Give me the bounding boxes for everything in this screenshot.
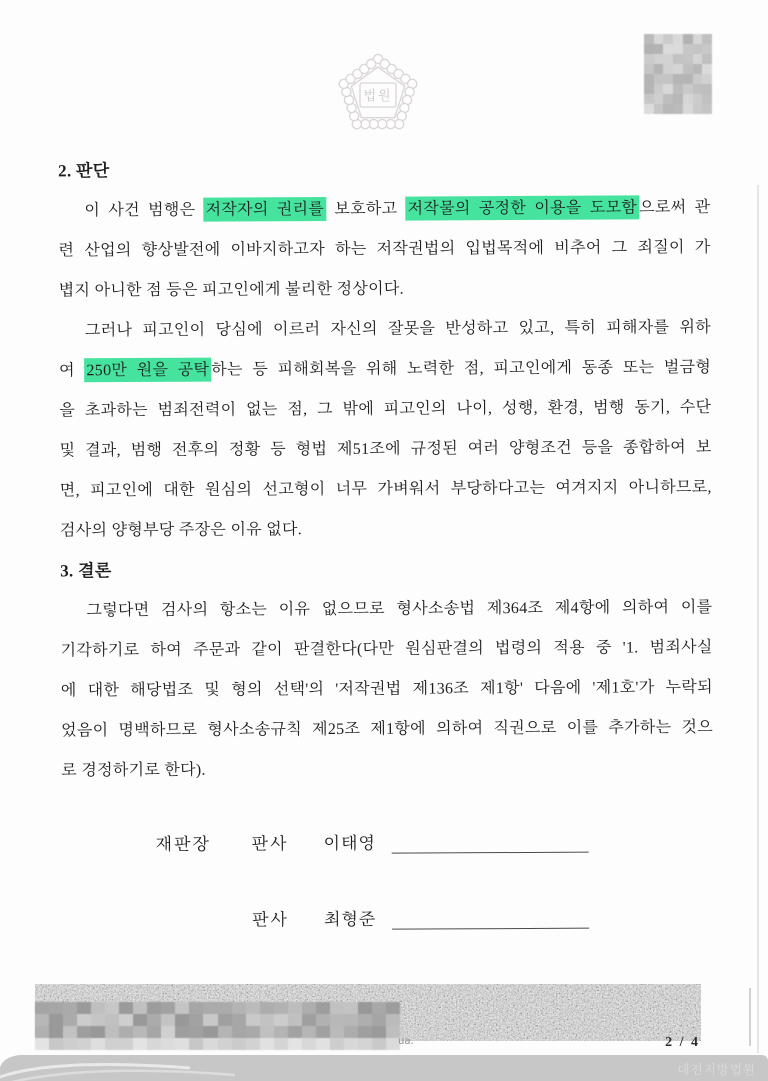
text-line bbox=[60, 468, 712, 511]
mosaic-cell bbox=[175, 1014, 189, 1026]
mosaic-cell bbox=[203, 1014, 217, 1026]
text-line bbox=[61, 668, 713, 711]
judge-name: 최형준 bbox=[323, 909, 377, 930]
mosaic-cell bbox=[673, 104, 683, 114]
mosaic-cell bbox=[105, 1038, 119, 1050]
mosaic-cell bbox=[91, 1014, 105, 1026]
mosaic-cell bbox=[35, 1038, 49, 1050]
mosaic-cell bbox=[673, 74, 683, 84]
text-segment: 을 초과하는 범죄전력이 없는 점, 그 밖에 피고인의 나이, 성행, 환경, 범행 동기, 수단 bbox=[59, 398, 712, 420]
judge-title: 판사 bbox=[251, 910, 289, 930]
mosaic-cell bbox=[654, 84, 664, 94]
text-segment: 련 산업의 향상발전에 이바지하고자 하는 저작권법의 입법목적에 비추어 그 죄질이 가 bbox=[58, 238, 711, 260]
text-segment: 으로써 관 bbox=[639, 198, 711, 217]
mosaic-cell bbox=[189, 1038, 203, 1050]
mosaic-cell bbox=[372, 1002, 386, 1014]
text-line bbox=[60, 588, 712, 631]
censored-block-top-right bbox=[644, 34, 712, 114]
mosaic-cell bbox=[316, 1038, 330, 1050]
mosaic-cell bbox=[189, 1014, 203, 1026]
mosaic-cell bbox=[260, 1014, 274, 1026]
mosaic-cell bbox=[663, 64, 673, 74]
text-segment: 기각하기로 하여 주문과 같이 판결한다(다만 원심판결의 법령의 적용 중 '1. 범죄사실 bbox=[60, 638, 713, 660]
mosaic-cell bbox=[693, 84, 703, 94]
mosaic-cell bbox=[91, 1026, 105, 1038]
mosaic-cell bbox=[702, 74, 712, 84]
text-line bbox=[59, 268, 711, 311]
mosaic-cell bbox=[644, 94, 654, 104]
court-watermark: 대전지방법원 bbox=[677, 1063, 756, 1077]
mosaic-cell bbox=[49, 1026, 63, 1038]
mosaic-cell bbox=[274, 1002, 288, 1014]
mosaic-cell bbox=[119, 1002, 133, 1014]
mosaic-cell bbox=[372, 1014, 386, 1026]
mosaic-cell bbox=[49, 1038, 63, 1050]
judge-title: 판사 bbox=[251, 834, 289, 854]
text-segment: 그렇다면 검사의 항소는 이유 없으므로 형사소송법 제364조 제4항에 의하여 이를 bbox=[86, 598, 713, 620]
mosaic-cell bbox=[344, 1014, 358, 1026]
mosaic-cell bbox=[288, 1014, 302, 1026]
mosaic-cell bbox=[161, 1038, 175, 1050]
mosaic-cell bbox=[702, 64, 712, 74]
text-segment: 하는 등 피해회복을 위해 노력한 점, 피고인에게 동종 또는 벌금형 bbox=[211, 358, 712, 379]
mosaic-cell bbox=[702, 44, 712, 54]
mosaic-cell bbox=[358, 1014, 372, 1026]
mosaic-cell bbox=[372, 1038, 386, 1050]
mosaic-cell bbox=[683, 104, 693, 114]
mosaic-cell bbox=[663, 94, 673, 104]
mosaic-cell bbox=[654, 94, 664, 104]
mosaic-cell bbox=[702, 104, 712, 114]
text-segment: 볍지 아니한 점 등은 피고인에게 불리한 정상이다. bbox=[58, 280, 405, 300]
mosaic-cell bbox=[358, 1026, 372, 1038]
mosaic-cell bbox=[35, 1002, 49, 1014]
mosaic-cell bbox=[35, 1026, 49, 1038]
mosaic-cell bbox=[644, 84, 654, 94]
mosaic-cell bbox=[673, 94, 683, 104]
mosaic-cell bbox=[232, 1026, 246, 1038]
mosaic-cell bbox=[663, 34, 673, 44]
mosaic-cell bbox=[133, 1038, 147, 1050]
text-segment: 및 결과, 범행 전후의 정황 등 형법 제51조에 규정된 여러 양형조건 등을 종합하여 보 bbox=[59, 438, 712, 460]
judge-name: 이태영 bbox=[323, 833, 376, 854]
text-line bbox=[59, 388, 711, 431]
mosaic-cell bbox=[260, 1038, 274, 1050]
text-line bbox=[59, 308, 711, 351]
mosaic-cell bbox=[119, 1014, 133, 1026]
mosaic-cell bbox=[232, 1002, 246, 1014]
mosaic-cell bbox=[77, 1038, 91, 1050]
mosaic-cell bbox=[330, 1038, 344, 1050]
signature-line bbox=[392, 826, 589, 854]
seal-text: 법원 bbox=[363, 88, 393, 103]
mosaic-cell bbox=[302, 1038, 316, 1050]
mosaic-cell bbox=[683, 64, 693, 74]
mosaic-cell bbox=[316, 1014, 330, 1026]
page-number: 2 / 4 bbox=[665, 1035, 700, 1050]
mosaic-cell bbox=[77, 1002, 91, 1014]
mosaic-cell bbox=[358, 1038, 372, 1050]
highlighted-text: 저작자의 권리를 bbox=[203, 197, 326, 222]
censored-mosaic-bottom bbox=[35, 1002, 400, 1050]
mosaic-cell bbox=[161, 1014, 175, 1026]
mosaic-cell bbox=[218, 1026, 232, 1038]
mosaic-cell bbox=[654, 104, 664, 114]
mosaic-cell bbox=[683, 74, 693, 84]
scan-edge-line bbox=[757, 185, 759, 1053]
text-segment: 었음이 명백하므로 형사소송규칙 제25조 제1항에 의하여 직권으로 이를 추가하는 것으 bbox=[60, 718, 714, 740]
mosaic-cell bbox=[133, 1014, 147, 1026]
footer-tiny-text: ua. bbox=[398, 1036, 414, 1047]
mosaic-cell bbox=[302, 1026, 316, 1038]
mosaic-cell bbox=[644, 64, 654, 74]
text-line bbox=[61, 628, 713, 671]
mosaic-cell bbox=[644, 34, 654, 44]
mosaic-cell bbox=[663, 44, 673, 54]
text-segment: 그러나 피고인이 당심에 이르러 자신의 잘못을 반성하고 있고, 특히 피해자를 위하 bbox=[84, 318, 711, 340]
mosaic-cell bbox=[702, 84, 712, 94]
mosaic-cell bbox=[203, 1038, 217, 1050]
text-line bbox=[60, 508, 712, 551]
mosaic-cell bbox=[91, 1038, 105, 1050]
text-segment: 에 대한 해당법조 및 형의 선택'의 '저작권법 제136조 제1항' 다음에 '제1호'가 누락되 bbox=[60, 678, 713, 700]
text-segment: 검사의 양형부당 주장은 이유 없다. bbox=[59, 521, 303, 540]
mosaic-cell bbox=[189, 1002, 203, 1014]
mosaic-cell bbox=[693, 94, 703, 104]
mosaic-cell bbox=[644, 104, 654, 114]
mosaic-cell bbox=[133, 1026, 147, 1038]
mosaic-cell bbox=[344, 1038, 358, 1050]
highlighted-text: 저작물의 공정한 이용을 도모함 bbox=[406, 195, 640, 220]
mosaic-cell bbox=[673, 54, 683, 64]
mosaic-cell bbox=[189, 1026, 203, 1038]
mosaic-cell bbox=[147, 1038, 161, 1050]
signature-line bbox=[392, 902, 589, 930]
text-line bbox=[61, 748, 713, 791]
mosaic-cell bbox=[683, 44, 693, 54]
mosaic-cell bbox=[673, 64, 683, 74]
mosaic-cell bbox=[654, 64, 664, 74]
text-line bbox=[59, 348, 711, 391]
mosaic-cell bbox=[218, 1014, 232, 1026]
mosaic-cell bbox=[663, 74, 673, 84]
section-heading: 2. 판단 bbox=[58, 161, 110, 181]
mosaic-cell bbox=[693, 64, 703, 74]
mosaic-cell bbox=[49, 1002, 63, 1014]
signature-row bbox=[156, 894, 714, 931]
mosaic-cell bbox=[330, 1014, 344, 1026]
mosaic-cell bbox=[105, 1026, 119, 1038]
mosaic-cell bbox=[673, 84, 683, 94]
mosaic-cell bbox=[316, 1026, 330, 1038]
section-heading: 3. 결론 bbox=[60, 561, 112, 581]
mosaic-cell bbox=[654, 34, 664, 44]
mosaic-cell bbox=[232, 1038, 246, 1050]
text-segment: 보호하고 bbox=[326, 200, 406, 219]
mosaic-cell bbox=[372, 1026, 386, 1038]
text-line bbox=[61, 708, 713, 751]
mosaic-cell bbox=[644, 44, 654, 54]
mosaic-cell bbox=[147, 1014, 161, 1026]
mosaic-cell bbox=[77, 1014, 91, 1026]
mosaic-cell bbox=[344, 1002, 358, 1014]
mosaic-cell bbox=[693, 104, 703, 114]
mosaic-cell bbox=[654, 54, 664, 64]
mosaic-cell bbox=[147, 1026, 161, 1038]
mosaic-cell bbox=[673, 34, 683, 44]
mosaic-cell bbox=[288, 1026, 302, 1038]
scan-edge-line bbox=[749, 988, 751, 1046]
mosaic-cell bbox=[330, 1026, 344, 1038]
mosaic-cell bbox=[683, 34, 693, 44]
mosaic-cell bbox=[288, 1038, 302, 1050]
signature-block bbox=[156, 818, 715, 931]
mosaic-cell bbox=[63, 1038, 77, 1050]
text-line bbox=[58, 188, 710, 231]
mosaic-cell bbox=[663, 54, 673, 64]
mosaic-cell bbox=[702, 94, 712, 104]
mosaic-cell bbox=[260, 1002, 274, 1014]
mosaic-cell bbox=[203, 1002, 217, 1014]
footer-scan-band bbox=[0, 1055, 768, 1081]
mosaic-cell bbox=[232, 1014, 246, 1026]
mosaic-cell bbox=[663, 104, 673, 114]
text-segment: 여 bbox=[59, 362, 85, 380]
mosaic-cell bbox=[693, 34, 703, 44]
text-line bbox=[58, 228, 710, 271]
mosaic-cell bbox=[105, 1002, 119, 1014]
mosaic-cell bbox=[77, 1026, 91, 1038]
mosaic-cell bbox=[274, 1014, 288, 1026]
mosaic-cell bbox=[203, 1026, 217, 1038]
mosaic-cell bbox=[63, 1014, 77, 1026]
mosaic-cell bbox=[644, 54, 654, 64]
decorative-curve bbox=[0, 1055, 260, 1081]
mosaic-cell bbox=[274, 1038, 288, 1050]
mosaic-cell bbox=[663, 84, 673, 94]
mosaic-cell bbox=[218, 1038, 232, 1050]
judge-role bbox=[156, 930, 252, 931]
mosaic-cell bbox=[147, 1002, 161, 1014]
mosaic-cell bbox=[63, 1002, 77, 1014]
mosaic-cell bbox=[274, 1026, 288, 1038]
mosaic-cell bbox=[105, 1014, 119, 1026]
mosaic-cell bbox=[119, 1038, 133, 1050]
mosaic-cell bbox=[218, 1002, 232, 1014]
mosaic-cell bbox=[654, 44, 664, 54]
mosaic-cell bbox=[35, 1014, 49, 1026]
mosaic-cell bbox=[673, 44, 683, 54]
mosaic-cell bbox=[63, 1026, 77, 1038]
mosaic-cell bbox=[91, 1002, 105, 1014]
mosaic-cell bbox=[302, 1002, 316, 1014]
mosaic-cell bbox=[161, 1026, 175, 1038]
judge-role: 재판장 bbox=[155, 834, 211, 854]
mosaic-cell bbox=[683, 84, 693, 94]
mosaic-cell bbox=[161, 1002, 175, 1014]
mosaic-cell bbox=[119, 1026, 133, 1038]
mosaic-cell bbox=[246, 1038, 260, 1050]
mosaic-cell bbox=[702, 34, 712, 44]
mosaic-cell bbox=[693, 54, 703, 64]
court-seal-icon bbox=[330, 44, 426, 144]
signature-row bbox=[156, 818, 714, 855]
mosaic-cell bbox=[330, 1002, 344, 1014]
text-segment: 면, 피고인에 대한 원심의 선고형이 너무 가벼워서 부당하다고는 여겨지지 아니하므로, bbox=[59, 478, 712, 500]
mosaic-cell bbox=[644, 74, 654, 84]
mosaic-cell bbox=[693, 74, 703, 84]
mosaic-cell bbox=[654, 74, 664, 84]
mosaic-cell bbox=[133, 1002, 147, 1014]
mosaic-cell bbox=[246, 1026, 260, 1038]
mosaic-cell bbox=[260, 1026, 274, 1038]
mosaic-cell bbox=[246, 1002, 260, 1014]
mosaic-cell bbox=[358, 1002, 372, 1014]
mosaic-cell bbox=[49, 1014, 63, 1026]
mosaic-cell bbox=[316, 1002, 330, 1014]
text-line bbox=[59, 428, 711, 471]
mosaic-cell bbox=[246, 1014, 260, 1026]
mosaic-cell bbox=[693, 44, 703, 54]
mosaic-cell bbox=[702, 54, 712, 64]
mosaic-cell bbox=[288, 1002, 302, 1014]
text-segment: 이 사건 범행은 bbox=[84, 201, 204, 220]
highlighted-text: 250만 원을 공탁 bbox=[84, 358, 211, 383]
mosaic-cell bbox=[175, 1026, 189, 1038]
mosaic-cell bbox=[175, 1038, 189, 1050]
text-segment: 로 경정하기로 한다). bbox=[61, 761, 206, 780]
mosaic-cell bbox=[302, 1014, 316, 1026]
mosaic-cell bbox=[683, 54, 693, 64]
document-body bbox=[58, 148, 714, 931]
mosaic-cell bbox=[683, 94, 693, 104]
mosaic-cell bbox=[175, 1002, 189, 1014]
mosaic-cell bbox=[386, 1002, 400, 1014]
mosaic-cell bbox=[386, 1014, 400, 1026]
mosaic-cell bbox=[344, 1026, 358, 1038]
